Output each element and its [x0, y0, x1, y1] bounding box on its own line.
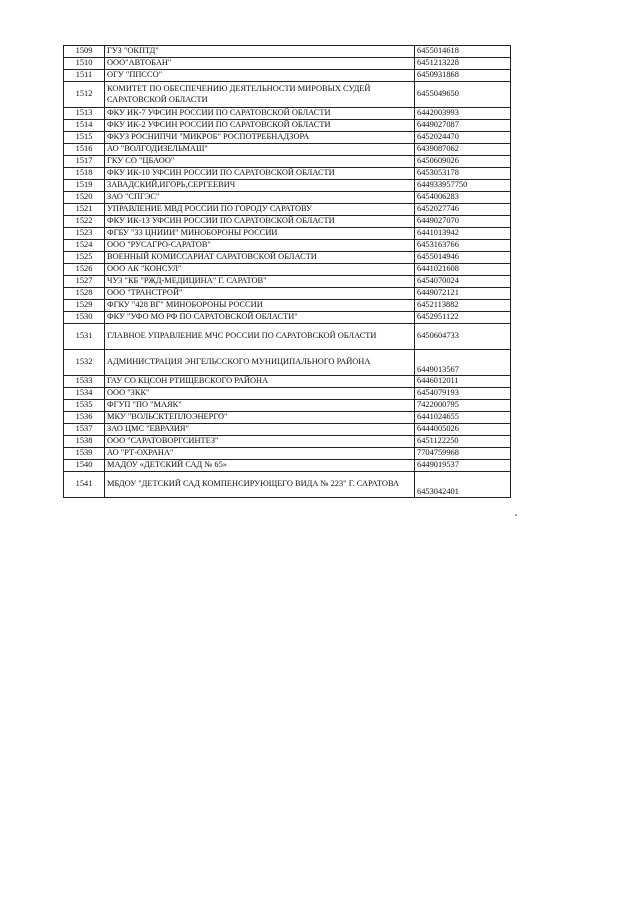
- inn-code: 6455014946: [415, 252, 511, 264]
- inn-code: 6453042401: [415, 472, 511, 498]
- inn-code: 6442003993: [415, 108, 511, 120]
- organization-name: ООО"АВТОБАН": [105, 58, 415, 70]
- row-number: 1511: [64, 70, 105, 82]
- row-number: 1521: [64, 204, 105, 216]
- row-number: 1510: [64, 58, 105, 70]
- row-number: 1519: [64, 180, 105, 192]
- inn-code: 6450604733: [415, 324, 511, 350]
- organization-name: ФКУ ИК-2 УФСИН РОССИИ ПО САРАТОВСКОЙ ОБЛАСТИ: [105, 120, 415, 132]
- row-number: 1515: [64, 132, 105, 144]
- inn-code: 6441021608: [415, 264, 511, 276]
- organization-name: КОМИТЕТ ПО ОБЕСПЕЧЕНИЮ ДЕЯТЕЛЬНОСТИ МИРОВЫХ СУДЕЙ САРАТОВСКОЙ ОБЛАСТИ: [105, 82, 415, 108]
- organization-name: ФГУП "ПО "МАЯК": [105, 400, 415, 412]
- row-number: 1516: [64, 144, 105, 156]
- table-row: [64, 58, 511, 70]
- row-number: 1517: [64, 156, 105, 168]
- table-row: [64, 388, 511, 400]
- inn-code: 7704759968: [415, 448, 511, 460]
- inn-code: 6452027746: [415, 204, 511, 216]
- inn-code: 6439087062: [415, 144, 511, 156]
- table-row: [64, 472, 511, 498]
- inn-code: 6449072121: [415, 288, 511, 300]
- table-row: [64, 180, 511, 192]
- row-number: 1534: [64, 388, 105, 400]
- inn-code: 6444005026: [415, 424, 511, 436]
- organization-name: ГУЗ "ОКПТД": [105, 46, 415, 58]
- table-row: [64, 324, 511, 350]
- table-row: [64, 120, 511, 132]
- table-row: [64, 350, 511, 376]
- table-row: [64, 460, 511, 472]
- row-number: 1528: [64, 288, 105, 300]
- inn-code: 6449019537: [415, 460, 511, 472]
- organization-name: ГКУ СО "ЦБАОО": [105, 156, 415, 168]
- scan-speck: [515, 514, 517, 516]
- inn-code: 644933957750: [415, 180, 511, 192]
- table-row: [64, 264, 511, 276]
- row-number: 1513: [64, 108, 105, 120]
- row-number: 1530: [64, 312, 105, 324]
- table-row: [64, 276, 511, 288]
- organizations-table: [63, 45, 511, 498]
- inn-code: 6452113882: [415, 300, 511, 312]
- inn-code: 6454006283: [415, 192, 511, 204]
- organization-name: ОГУ "ППССО": [105, 70, 415, 82]
- inn-code: 6452951122: [415, 312, 511, 324]
- organization-name: УПРАВЛЕНИЕ МВД РОССИИ ПО ГОРОДУ САРАТОВУ: [105, 204, 415, 216]
- inn-code: 6449013567: [415, 350, 511, 376]
- table-row: [64, 400, 511, 412]
- organization-name: ФКУ ИК-7 УФСИН РОССИИ ПО САРАТОВСКОЙ ОБЛАСТИ: [105, 108, 415, 120]
- row-number: 1533: [64, 376, 105, 388]
- inn-code: 6455049650: [415, 82, 511, 108]
- table-row: [64, 312, 511, 324]
- table-row: [64, 228, 511, 240]
- table-row: [64, 300, 511, 312]
- row-number: 1539: [64, 448, 105, 460]
- table-row: [64, 144, 511, 156]
- row-number: 1536: [64, 412, 105, 424]
- organization-name: ЗАВАДСКИЙ,ИГОРЬ,СЕРГЕЕВИЧ: [105, 180, 415, 192]
- row-number: 1529: [64, 300, 105, 312]
- organization-name: МКУ "ВОЛЬСКТЕПЛОЭНЕРГО": [105, 412, 415, 424]
- organization-name: ВОЕННЫЙ КОМИССАРИАТ САРАТОВСКОЙ ОБЛАСТИ: [105, 252, 415, 264]
- row-number: 1538: [64, 436, 105, 448]
- row-number: 1518: [64, 168, 105, 180]
- row-number: 1531: [64, 324, 105, 350]
- table-row: [64, 156, 511, 168]
- organization-name: ООО "САРАТОВОРГСИНТЕЗ": [105, 436, 415, 448]
- table-row: [64, 412, 511, 424]
- organization-name: ФКУЗ РОСНИПЧИ "МИКРОБ" РОСПОТРЕБНАДЗОРА: [105, 132, 415, 144]
- table-row: [64, 108, 511, 120]
- organization-name: ФКУ "УФО МО РФ ПО САРАТОВСКОЙ ОБЛАСТИ": [105, 312, 415, 324]
- table-row: [64, 82, 511, 108]
- inn-code: 7422000795: [415, 400, 511, 412]
- row-number: 1537: [64, 424, 105, 436]
- organization-name: ЧУЗ "КБ "РЖД-МЕДИЦИНА" Г. САРАТОВ": [105, 276, 415, 288]
- row-number: 1540: [64, 460, 105, 472]
- table-row: [64, 216, 511, 228]
- organization-name: ГАУ СО КЦСОН РТИЩЕВСКОГО РАЙОНА: [105, 376, 415, 388]
- inn-code: 6446012011: [415, 376, 511, 388]
- table-row: [64, 132, 511, 144]
- row-number: 1527: [64, 276, 105, 288]
- table-body: [64, 46, 511, 498]
- inn-code: 6454079193: [415, 388, 511, 400]
- table-row: [64, 424, 511, 436]
- organization-name: ЗАО "СПГЭС": [105, 192, 415, 204]
- organization-name: ФКУ ИК-10 УФСИН РОССИИ ПО САРАТОВСКОЙ ОБЛАСТИ: [105, 168, 415, 180]
- inn-code: 6453053178: [415, 168, 511, 180]
- organization-name: ФГКУ "428 ВГ" МИНОБОРОНЫ РОССИИ: [105, 300, 415, 312]
- row-number: 1509: [64, 46, 105, 58]
- inn-code: 6441024655: [415, 412, 511, 424]
- table-row: [64, 252, 511, 264]
- organization-name: ООО "ЗКК": [105, 388, 415, 400]
- row-number: 1520: [64, 192, 105, 204]
- inn-code: 6441013942: [415, 228, 511, 240]
- row-number: 1524: [64, 240, 105, 252]
- organization-name: ООО "ТРАНСТРОЙ": [105, 288, 415, 300]
- row-number: 1512: [64, 82, 105, 108]
- organization-name: МБДОУ "ДЕТСКИЙ САД КОМПЕНСИРУЮЩЕГО ВИДА № 223" Г. САРАТОВА: [105, 472, 415, 498]
- table-row: [64, 240, 511, 252]
- row-number: 1535: [64, 400, 105, 412]
- row-number: 1541: [64, 472, 105, 498]
- organization-name: ГЛАВНОЕ УПРАВЛЕНИЕ МЧС РОССИИ ПО САРАТОВСКОЙ ОБЛАСТИ: [105, 324, 415, 350]
- table-row: [64, 436, 511, 448]
- table-row: [64, 70, 511, 82]
- inn-code: 6452024470: [415, 132, 511, 144]
- organization-name: АДМИНИСТРАЦИЯ ЭНГЕЛЬССКОГО МУНИЦИПАЛЬНОГО РАЙОНА: [105, 350, 415, 376]
- row-number: 1514: [64, 120, 105, 132]
- inn-code: 6453163766: [415, 240, 511, 252]
- row-number: 1525: [64, 252, 105, 264]
- inn-code: 6450609026: [415, 156, 511, 168]
- table-row: [64, 288, 511, 300]
- organization-name: АО "ВОЛГОДИЗЕЛЬМАШ": [105, 144, 415, 156]
- inn-code: 6449027070: [415, 216, 511, 228]
- inn-code: 6455014618: [415, 46, 511, 58]
- organization-name: ФГБУ "33 ЦНИИИ" МИНОБОРОНЫ РОССИИ: [105, 228, 415, 240]
- inn-code: 6451122250: [415, 436, 511, 448]
- table-row: [64, 46, 511, 58]
- row-number: 1523: [64, 228, 105, 240]
- organization-name: ООО "РУСАГРО-САРАТОВ": [105, 240, 415, 252]
- table-row: [64, 448, 511, 460]
- organization-name: АО "РТ-ОХРАНА": [105, 448, 415, 460]
- inn-code: 6449027087: [415, 120, 511, 132]
- table-row: [64, 192, 511, 204]
- table-row: [64, 204, 511, 216]
- row-number: 1532: [64, 350, 105, 376]
- row-number: 1522: [64, 216, 105, 228]
- organization-name: ФКУ ИК-13 УФСИН РОССИИ ПО САРАТОВСКОЙ ОБЛАСТИ: [105, 216, 415, 228]
- organization-name: ООО АК "КОНСУЛ": [105, 264, 415, 276]
- inn-code: 6454070024: [415, 276, 511, 288]
- table-row: [64, 168, 511, 180]
- table-row: [64, 376, 511, 388]
- organization-name: ЗАО ЦМС "ЕВРАЗИЯ": [105, 424, 415, 436]
- inn-code: 6451213228: [415, 58, 511, 70]
- row-number: 1526: [64, 264, 105, 276]
- inn-code: 6450931868: [415, 70, 511, 82]
- organization-name: МАДОУ «ДЕТСКИЙ САД № 65»: [105, 460, 415, 472]
